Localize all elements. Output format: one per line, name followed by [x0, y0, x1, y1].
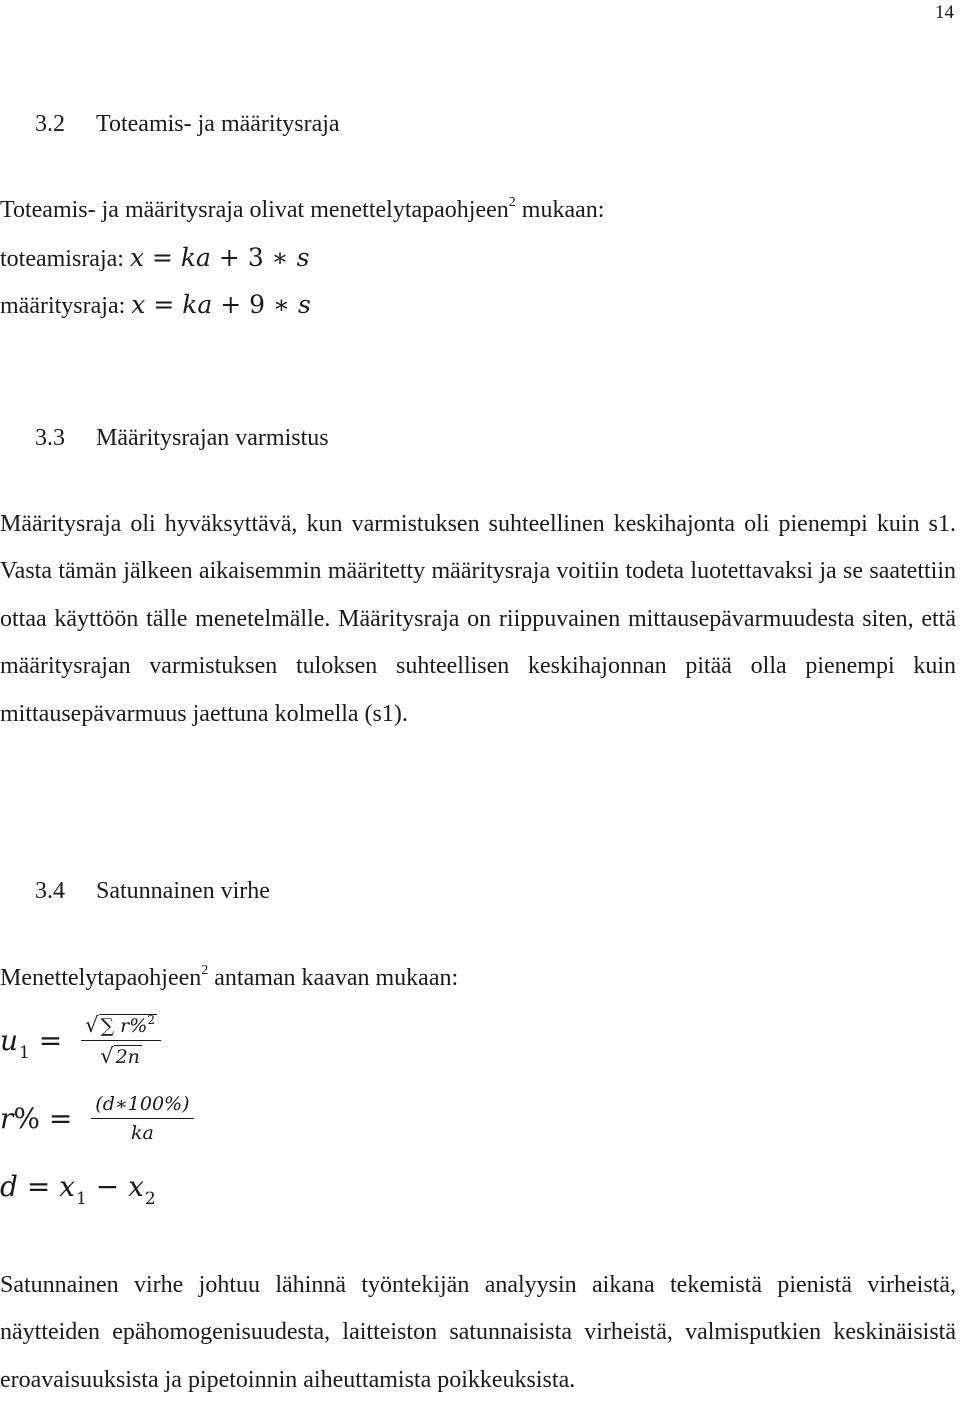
quantification-limit-line: [0, 290, 311, 320]
detection-label: toteamisraja:: [0, 246, 130, 272]
s34-intro-end: antaman kaavan mukaan:: [208, 965, 459, 991]
detection-factor: 3: [247, 243, 264, 272]
r-percent-fraction: $\frac{(d∗100\%)}{ka}$: [91, 1093, 193, 1144]
s32-intro-end: mukaan:: [515, 197, 605, 223]
detection-limit-line: [0, 243, 309, 273]
formula-u1: $u_1$ = $\frac{√ \sum r\%^2}{√ 2n}$: [0, 1013, 161, 1068]
section-heading-3-3: [35, 425, 329, 452]
formula-d: $d = x_1 - x_2$: [0, 1170, 156, 1209]
quant-factor: 9: [249, 290, 266, 319]
s34-paragraph: Satunnainen virhe johtuu lähinnä työntekijän analyysin aikana tekemistä pienistä virheistä, näytteiden epähomogenisuudesta, laitteiston satunnaisista virheistä, valmisputkien keskinäisistä eroavaisuuksista ja pipetoinnin aiheuttamista poikkeuksista.: [0, 1272, 956, 1393]
section-title: Määritysrajan varmistus: [96, 425, 329, 451]
s34-intro-text: Menettelytapaohjeen: [0, 965, 202, 991]
quant-formula: x = ka + 9 ∗ s: [131, 290, 311, 319]
s32-intro-text: Toteamis- ja määritysraja olivat menettelytapaohjeen: [0, 197, 509, 223]
quant-label: määritysraja:: [0, 293, 132, 319]
formula-r-percent: r% = $\frac{(d∗100\%)}{ka}$: [0, 1093, 194, 1144]
section-title: Toteamis- ja määritysraja: [96, 111, 340, 137]
s32-intro: [0, 197, 604, 224]
s34-intro: [0, 965, 458, 992]
section-number: 3.4: [35, 878, 65, 904]
section-heading-3-4: [35, 878, 270, 905]
section-title: Satunnainen virhe: [96, 878, 270, 904]
footnote-ref: 2: [201, 963, 209, 978]
footnote-ref: 2: [508, 195, 516, 210]
s33-paragraph: Määritysraja oli hyväksyttävä, kun varmistuksen suhteellinen keskihajonta oli pienempi kuin s1. Vasta tämän jälkeen aikaisemmin määritetty määritysraja voitiin todeta luotettavaksi ja se saatettiin ottaa käyttöön tälle menetelmälle. Määritysraja on riippuvainen mittausepävarmuudesta siten, että määritysrajan varmistuksen tuloksen suhteellisen keskihajonnan pitää olla pienempi kuin mittausepävarmuus jaettuna kolmella (s1).: [0, 511, 956, 727]
section-number: 3.2: [35, 111, 65, 137]
section-number: 3.3: [35, 425, 65, 451]
detection-formula: x = ka + 3 ∗ s: [129, 243, 310, 272]
section-heading-3-2: [35, 111, 340, 138]
page-number: 14: [935, 2, 954, 23]
u1-fraction: $\frac{√ \sum r\%^2}{√ 2n}$: [81, 1013, 161, 1068]
